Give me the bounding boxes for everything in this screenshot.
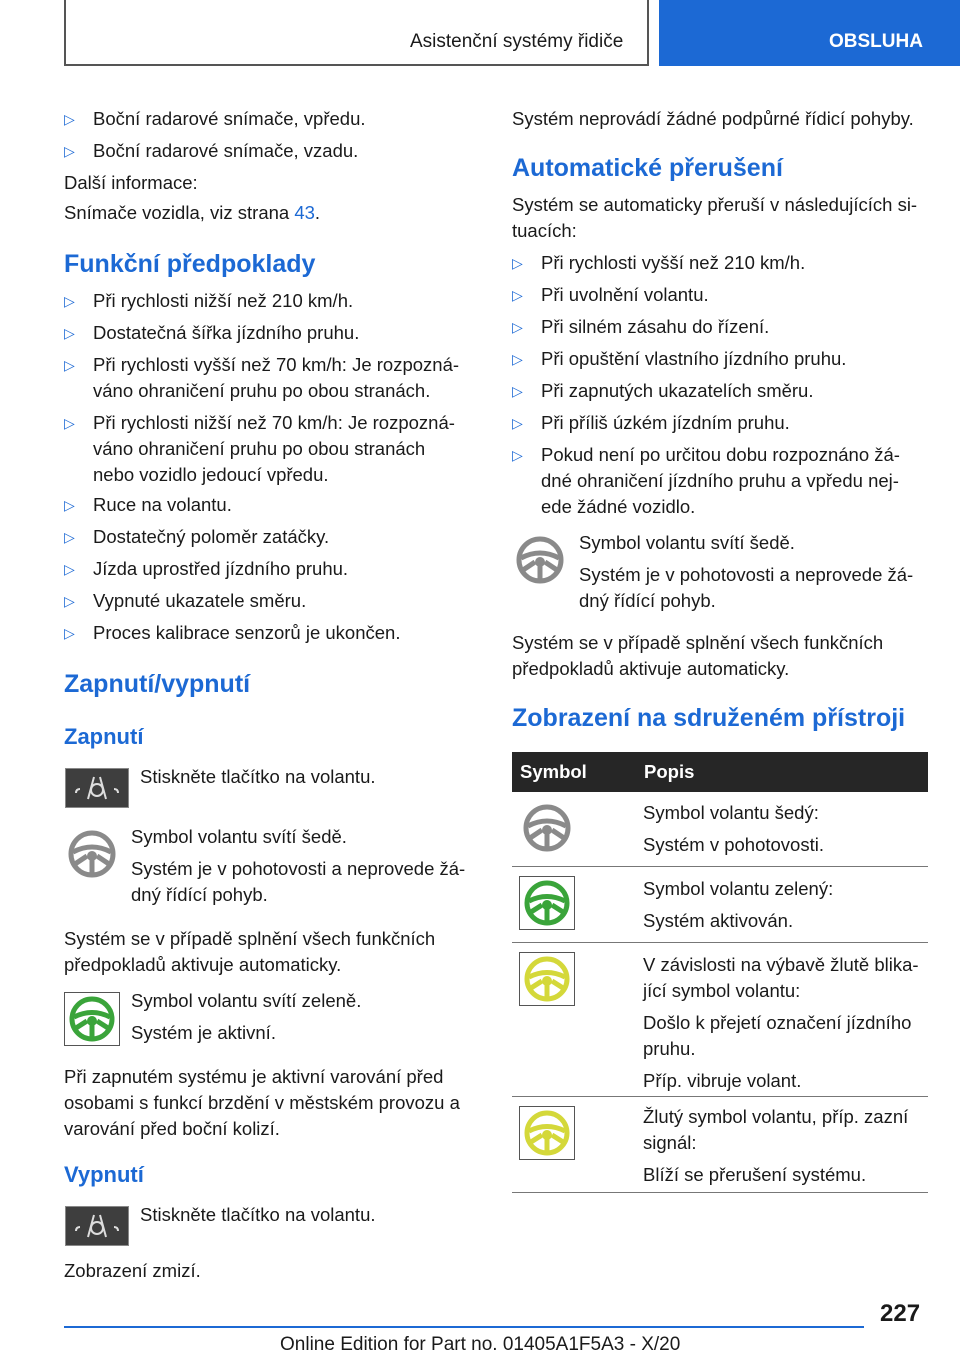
table-cell: Blíží se přerušení systému.	[643, 1164, 867, 1185]
standby-text-1: Systém je v pohotovosti a neprovede žá‐	[579, 564, 914, 585]
heading-auto-interrupt: Automatické přerušení	[512, 154, 783, 182]
grey-steering-wheel-icon	[66, 828, 118, 880]
grey-steering-wheel-icon	[521, 802, 573, 854]
table-row-divider	[512, 942, 928, 943]
chapter-tab-label: OBSLUHA	[829, 31, 923, 52]
heading-switch-on: Zapnutí	[64, 724, 144, 749]
standby-text-2: dný řídící pohyb.	[579, 590, 716, 611]
interrupt-text-2: tuacích:	[512, 220, 577, 241]
table-cell: Symbol volantu šedý:	[643, 802, 819, 823]
table-row-divider	[512, 866, 928, 867]
table-cell: Symbol volantu zelený:	[643, 878, 834, 899]
auto-activation-1: Systém se v případě splnění všech funkčních	[512, 632, 884, 653]
standby-text-2: dný řídící pohyb.	[131, 884, 268, 905]
table-header	[512, 752, 928, 792]
table-cell: signál:	[643, 1132, 697, 1153]
edition-footer: Online Edition for Part no. 01405A1F5A3 - X/20	[280, 1334, 681, 1355]
footer-rule	[64, 1326, 864, 1328]
grey-steering-wheel-icon	[514, 534, 566, 586]
heading-instrument-display: Zobrazení na sdruženém přístroji	[512, 704, 906, 732]
heading-switch-off: Vypnutí	[64, 1162, 144, 1187]
lane-assist-button-icon	[65, 768, 129, 808]
auto-activation-1: Systém se v případě splnění všech funkčních	[64, 928, 436, 949]
yellow-steering-wheel-icon	[519, 1106, 575, 1160]
header-left-border	[64, 0, 66, 66]
table-cell: Došlo k přejetí označení jízdního	[643, 1012, 912, 1033]
active-text: Systém je aktivní.	[131, 1022, 276, 1043]
table-cell: Příp. vibruje volant.	[643, 1070, 802, 1091]
heading-on-off: Zapnutí/vypnutí	[64, 670, 251, 698]
page-number: 227	[880, 1300, 921, 1327]
green-steering-wheel-icon	[519, 876, 575, 930]
table-cell: jící symbol volantu:	[643, 980, 801, 1001]
section-title: Asistenční systémy řidiče	[410, 31, 624, 52]
heading-prerequisites: Funkční předpoklady	[64, 250, 316, 278]
table-cell: V závislosti na výbavě žlutě blika‐	[643, 954, 919, 975]
page-link[interactable]: 43	[294, 202, 315, 223]
warning-text-1: Při zapnutém systému je aktivní varování před	[64, 1066, 444, 1087]
auto-activation-2: předpokladů aktivuje automaticky.	[512, 658, 790, 679]
column-header-description: Popis	[644, 761, 695, 782]
lane-assist-button-icon	[65, 1206, 129, 1246]
column-header-symbol: Symbol	[520, 761, 587, 782]
chapter-tab[interactable]	[659, 0, 960, 66]
grey-lit-text: Symbol volantu svítí šedě.	[579, 532, 795, 553]
green-lit-text: Symbol volantu svítí zeleně.	[131, 990, 362, 1011]
more-info-label: Další informace:	[64, 172, 198, 193]
green-steering-wheel-icon	[64, 992, 120, 1046]
no-steer-text: Systém neprovádí žádné podpůrné řídicí pohyby.	[512, 108, 914, 129]
press-button-text-off: Stiskněte tlačítko na volantu.	[140, 1204, 376, 1225]
table-cell: Systém aktivován.	[643, 910, 794, 931]
standby-text-1: Systém je v pohotovosti a neprovede žá‐	[131, 858, 466, 879]
table-cell: Systém v pohotovosti.	[643, 834, 824, 855]
table-row-divider	[512, 1096, 928, 1097]
grey-lit-text: Symbol volantu svítí šedě.	[131, 826, 347, 847]
header-right-border	[647, 0, 649, 66]
yellow-steering-wheel-icon	[519, 952, 575, 1006]
header-rule	[64, 64, 649, 66]
table-cell: pruhu.	[643, 1038, 696, 1059]
display-disappears-text: Zobrazení zmizí.	[64, 1260, 201, 1281]
press-button-text: Stiskněte tlačítko na volantu.	[140, 766, 376, 787]
warning-text-3: varování před boční kolizí.	[64, 1118, 280, 1139]
warning-text-2: osobami s funkcí brzdění v městském provozu a	[64, 1092, 460, 1113]
table-cell: Žlutý symbol volantu, příp. zazní	[643, 1106, 909, 1127]
interrupt-text-1: Systém se automaticky přeruší v následujících si‐	[512, 194, 918, 215]
auto-activation-2: předpokladů aktivuje automaticky.	[64, 954, 342, 975]
table-row-divider	[512, 1192, 928, 1193]
page-reference: Snímače vozidla, viz strana 43.	[64, 202, 321, 223]
